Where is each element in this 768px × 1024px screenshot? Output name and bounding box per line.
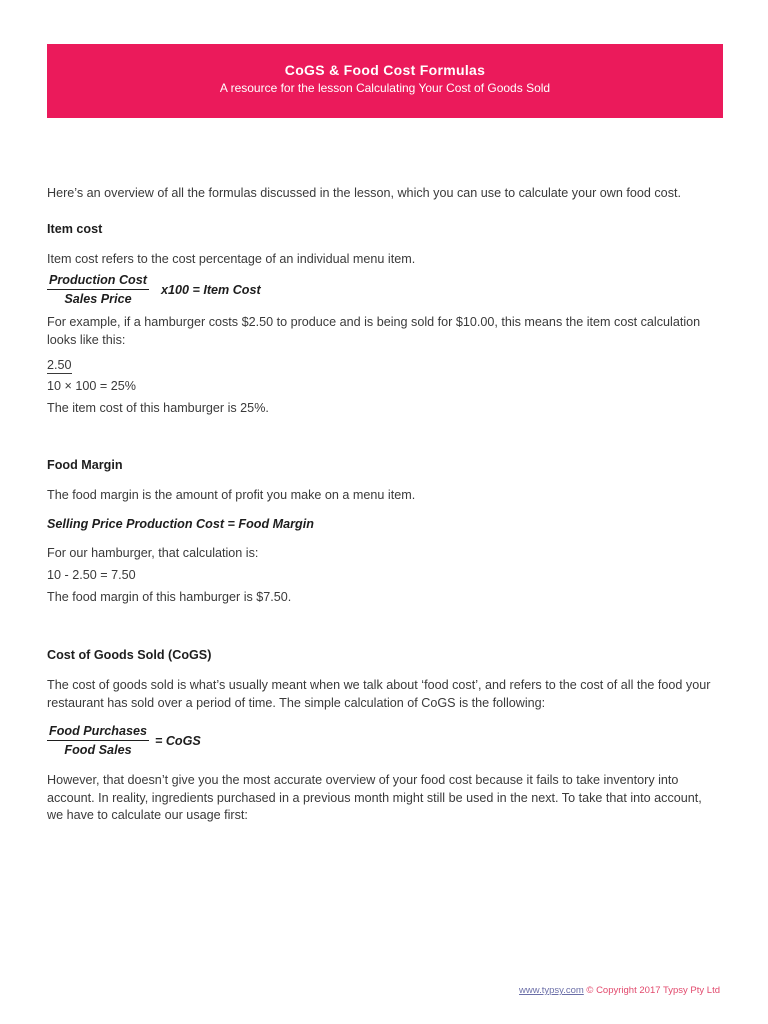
cogs-numerator: Food Purchases [47, 724, 149, 741]
cogs-denominator: Food Sales [64, 743, 132, 757]
item-cost-calc-numerator: 2.50 [47, 358, 72, 372]
cogs-formula-tail: = CoGS [154, 733, 201, 748]
food-margin-example-intro: For our hamburger, that calculation is: [47, 546, 259, 560]
title-banner [47, 44, 723, 118]
website-link[interactable]: www.typsy.com [519, 985, 584, 996]
document-subtitle: A resource for the lesson Calculating Your Cost of Goods Sold [219, 81, 551, 95]
item-cost-denominator: Sales Price [64, 292, 132, 306]
item-cost-description: Item cost refers to the cost percentage of an individual menu item. [47, 252, 416, 266]
copyright-text: © Copyright 2017 Typsy Pty Ltd [583, 985, 720, 996]
food-margin-heading: Food Margin [47, 458, 123, 472]
item-cost-result: The item cost of this hamburger is 25%. [47, 401, 269, 415]
item-cost-fraction [47, 273, 149, 306]
document-title: CoGS & Food Cost Formulas [284, 62, 486, 78]
cogs-description: The cost of goods sold is what’s usually meant when we talk about ‘food cost’, and refers to the cost of all the food your restaurant has sold over a period of time. The simple calculation of CoGS is the following: [47, 678, 711, 710]
item-cost-example: For example, if a hamburger costs $2.50 to produce and is being sold for $10.00, this means the item cost calculation looks like this: [47, 315, 701, 347]
item-cost-numerator: Production Cost [47, 273, 149, 290]
intro-text: Here’s an overview of all the formulas discussed in the lesson, which you can use to calculate your own food cost. [47, 186, 681, 200]
cogs-fraction [47, 724, 149, 757]
food-margin-result: The food margin of this hamburger is $7.50. [47, 590, 292, 604]
food-margin-formula: Selling Price Production Cost = Food Margin [47, 517, 314, 531]
cogs-formula [47, 724, 201, 757]
footer [519, 985, 720, 996]
food-margin-description: The food margin is the amount of profit you make on a menu item. [47, 488, 416, 502]
item-cost-formula-tail: x100 = Item Cost [160, 282, 261, 297]
food-margin-calc: 10 - 2.50 = 7.50 [47, 568, 136, 582]
cogs-heading: Cost of Goods Sold (CoGS) [47, 648, 212, 662]
item-cost-calc-numerator-row [47, 358, 72, 374]
item-cost-heading: Item cost [47, 222, 103, 236]
item-cost-formula [47, 273, 261, 306]
cogs-note: However, that doesn’t give you the most accurate overview of your food cost because it fails to take inventory into account. In reality, ingredients purchased in a previous month might still be used in the next. To take that into account, we have to calculate our usage first: [47, 773, 702, 822]
item-cost-calc: 10 × 100 = 25% [47, 379, 136, 393]
